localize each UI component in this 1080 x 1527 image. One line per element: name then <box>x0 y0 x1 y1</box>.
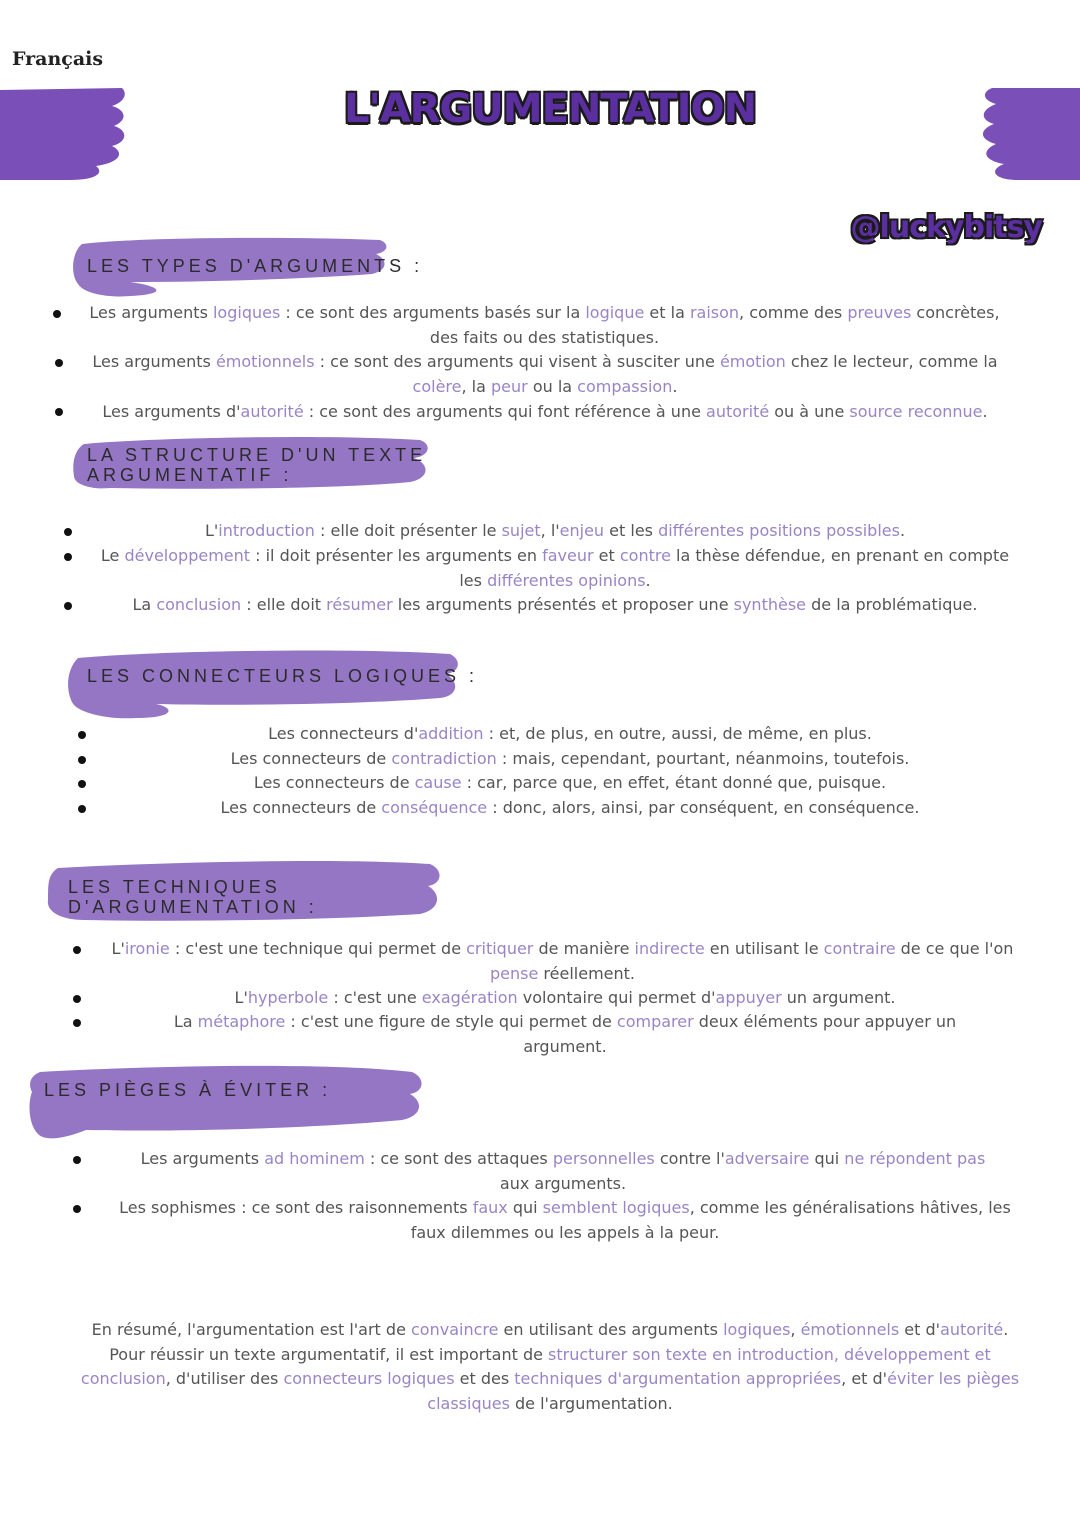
highlighted-term: colère <box>412 376 462 396</box>
highlighted-term: différentes opinions <box>487 570 646 590</box>
list-item: Les connecteurs de conséquence : donc, alors, ainsi, par conséquent, en conséquence. <box>220 798 920 817</box>
list-item: Les connecteurs d'addition : et, de plus, en outre, aussi, de même, en plus. <box>268 724 872 743</box>
highlighted-term: enjeu <box>559 521 605 540</box>
highlighted-term: sujet <box>501 521 541 540</box>
bullet <box>64 602 72 610</box>
list-item: L'hyperbole : c'est une exagération volontaire qui permet d'appuyer un argument. <box>234 988 896 1007</box>
highlighted-term: faux <box>472 1198 508 1217</box>
highlighted-term: logique <box>585 303 645 322</box>
bullet <box>73 995 81 1003</box>
highlighted-term: pense <box>490 963 539 983</box>
section-heading-brush <box>26 1062 426 1142</box>
highlighted-term: raison <box>689 303 740 322</box>
bullet <box>73 1019 81 1027</box>
bullet <box>55 359 63 367</box>
list-item: Les connecteurs de cause : car, parce que, en effet, étant donné que, puisque. <box>253 773 887 792</box>
highlighted-term: logiques <box>212 303 281 322</box>
highlighted-term: hyperbole <box>247 988 329 1007</box>
highlighted-term: contradiction <box>391 749 497 768</box>
list-item: Les arguments logiques : ce sont des arguments basés sur la logique et la raison, comme des preuves concrètes, des faits ou des statistiques. <box>89 303 1000 347</box>
section-heading: LES PIÈGES À ÉVITER : <box>44 1080 332 1100</box>
bullet <box>78 805 86 813</box>
highlighted-term: autorité <box>706 402 770 421</box>
highlighted-term: émotionnels <box>800 1320 900 1339</box>
highlighted-term: addition <box>418 724 484 743</box>
bullet <box>73 1156 81 1164</box>
list-item: Les sophismes : ce sont des raisonnements faux qui semblent logiques, comme les généralisations hâtives, les faux dilemmes ou les appels à la peur. <box>119 1198 1011 1242</box>
author-handle: @luckybitsy <box>850 210 1042 245</box>
list-item: La conclusion : elle doit résumer les arguments présentés et proposer une synthèse de la problématique. <box>132 595 978 614</box>
highlighted-term: conséquence <box>381 798 488 817</box>
highlighted-term: synthèse <box>733 595 807 614</box>
highlighted-term: conclusion <box>156 595 242 614</box>
list-item: Les arguments émotionnels : ce sont des arguments qui visent à susciter une émotion chez le lecteur, comme la colère, la peur ou la compassion. <box>92 352 998 396</box>
subject-label: Français <box>12 48 104 70</box>
section-heading: LES TYPES D'ARGUMENTS : <box>87 256 424 276</box>
bullet <box>64 553 72 561</box>
highlighted-term: source reconnue <box>849 402 983 421</box>
bullet <box>55 408 63 416</box>
section-heading: LES TECHNIQUES D'ARGUMENTATION : <box>68 877 318 917</box>
section-heading: LES CONNECTEURS LOGIQUES : <box>87 666 479 686</box>
highlighted-term: résumer <box>326 595 393 614</box>
highlighted-term: métaphore <box>197 1012 286 1031</box>
list-item: Les connecteurs de contradiction : mais, cependant, pourtant, néanmoins, toutefois. <box>230 749 910 768</box>
highlighted-term: convaincre <box>411 1320 499 1339</box>
bullet <box>78 731 86 739</box>
highlighted-term: ironie <box>124 939 170 958</box>
bullet <box>53 310 61 318</box>
highlighted-term: personnelles <box>552 1149 655 1168</box>
bullet <box>73 1205 81 1213</box>
highlighted-term: semblent logiques <box>542 1198 690 1217</box>
summary-paragraph: En résumé, l'argumentation est l'art de convaincre en utilisant des arguments logiques, émotionnels et d'autorité. Pour réussir un texte argumentatif, il est important de structurer son texte en introduction, développement et conclusion, d'utiliser des connecteurs logiques et des techniques d'argumentation appropriées, et d'éviter les pièges classiques de l'argumentation. <box>80 1320 1020 1413</box>
highlighted-term: connecteurs logiques <box>283 1369 455 1389</box>
highlighted-term: autorité <box>940 1320 1004 1339</box>
list-item: La métaphore : c'est une figure de style qui permet de comparer deux éléments pour appuyer un argument. <box>173 1012 957 1056</box>
highlighted-term: développement <box>124 546 251 565</box>
highlighted-term: comparer <box>616 1012 694 1031</box>
bullet <box>78 780 86 788</box>
highlighted-term: peur <box>491 376 528 396</box>
page-title: L'ARGUMENTATION <box>343 86 757 132</box>
highlighted-term: faveur <box>542 546 594 565</box>
highlighted-term: exagération <box>421 988 518 1007</box>
highlighted-term: introduction <box>218 521 315 540</box>
list-item: Le développement : il doit présenter les arguments en faveur et contre la thèse défendue, en prenant en compte les différentes opinions. <box>100 546 1010 590</box>
highlighted-term: contraire <box>823 939 896 958</box>
list-item: Les arguments ad hominem : ce sont des attaques personnelles contre l'adversaire qui ne répondent pas aux arguments. <box>140 1149 986 1193</box>
highlighted-term: émotion <box>719 352 786 371</box>
highlighted-term: cause <box>414 773 462 792</box>
highlighted-term: adversaire <box>724 1149 810 1168</box>
section-heading: LA STRUCTURE D'UN TEXTE ARGUMENTATIF : <box>87 445 427 485</box>
bullet <box>64 528 72 536</box>
list-item: L'introduction : elle doit présenter le sujet, l'enjeu et les différentes positions possibles. <box>204 521 906 540</box>
highlighted-term: émotionnels <box>215 352 315 371</box>
highlighted-term: techniques d'argumentation appropriées <box>514 1369 842 1389</box>
bullet <box>78 756 86 764</box>
list-item: Les arguments d'autorité : ce sont des arguments qui font référence à une autorité ou à une source reconnue. <box>102 402 988 421</box>
highlighted-term: ad hominem <box>264 1149 365 1168</box>
highlighted-term: indirecte <box>634 939 705 958</box>
highlighted-term: preuves <box>847 303 912 322</box>
highlighted-term: différentes positions possibles <box>658 521 900 540</box>
highlighted-term: structurer son texte en introduction, développement et conclusion <box>80 1344 991 1389</box>
highlighted-term: appuyer <box>715 988 782 1007</box>
highlighted-term: critiquer <box>466 939 534 958</box>
highlighted-term: compassion <box>577 376 673 396</box>
highlighted-term: ne répondent pas <box>844 1149 986 1168</box>
highlighted-term: contre <box>619 546 671 565</box>
bullet <box>73 946 81 954</box>
highlighted-term: éviter les pièges classiques <box>427 1369 1020 1413</box>
highlighted-term: autorité <box>240 402 304 421</box>
highlighted-term: logiques <box>723 1320 791 1339</box>
list-item: L'ironie : c'est une technique qui permet de critiquer de manière indirecte en utilisant le contraire de ce que l'on pense réellement. <box>111 939 1014 983</box>
